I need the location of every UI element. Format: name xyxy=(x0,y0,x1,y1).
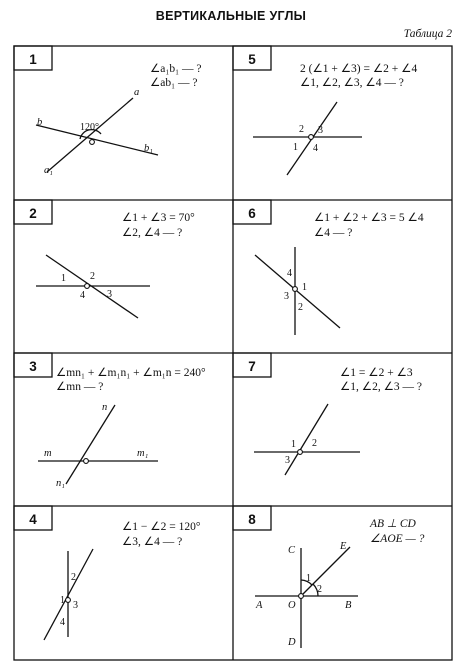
problem-cell-3 xyxy=(14,353,206,489)
angle-label-2: 2 xyxy=(299,124,304,135)
intersection-point xyxy=(298,450,303,455)
problem-cell-6 xyxy=(233,200,424,335)
angle-label-3: 3 xyxy=(107,289,112,300)
problem-cell-1 xyxy=(14,46,202,176)
condition-line-2: ∠4 — ? xyxy=(314,227,353,239)
line-oblique xyxy=(255,255,340,328)
angle-label-4: 4 xyxy=(313,143,318,154)
angle-label-1: 1 xyxy=(302,282,307,293)
label-b1: b₁ xyxy=(144,143,153,154)
condition-line-1: 2 (∠1 + ∠3) = ∠2 + ∠4 xyxy=(300,63,418,75)
problem-number: 1 xyxy=(29,52,37,67)
table-caption: Таблица 2 xyxy=(403,28,452,40)
condition-line-1: ∠a₁b₁ — ? xyxy=(150,63,202,75)
label-O: O xyxy=(288,600,296,611)
label-n1: n₁ xyxy=(56,478,65,489)
condition-line-1: AB ⊥ CD xyxy=(370,518,416,530)
angle-label-2: 2 xyxy=(298,302,303,313)
condition-line-2: ∠AOE — ? xyxy=(370,533,425,545)
angle-label-1: 1 xyxy=(306,573,311,584)
condition-line-2: ∠2, ∠4 — ? xyxy=(122,227,183,239)
label-m1: m₁ xyxy=(137,448,149,459)
problem-cell-4 xyxy=(14,506,201,640)
condition-line-2: ∠1, ∠2, ∠3, ∠4 — ? xyxy=(300,77,404,89)
problem-cell-2 xyxy=(14,200,195,318)
intersection-point xyxy=(90,140,95,145)
condition-line-1: ∠1 − ∠2 = 120° xyxy=(122,521,201,533)
problem-cell-8 xyxy=(233,506,425,648)
point-O xyxy=(299,594,304,599)
condition-line-2: ∠3, ∠4 — ? xyxy=(122,536,183,548)
condition-line-2: ∠ab₁ — ? xyxy=(150,77,198,89)
angle-label-2: 2 xyxy=(90,271,95,282)
angle-label-1: 1 xyxy=(61,273,66,284)
problem-number: 8 xyxy=(248,512,256,527)
angle-label-3: 3 xyxy=(285,455,290,466)
ray-OE xyxy=(301,547,350,596)
angle-label-2: 2 xyxy=(312,438,317,449)
problem-number: 2 xyxy=(29,206,37,221)
intersection-point xyxy=(84,459,89,464)
condition-line-1: ∠mn₁ + ∠m₁n₁ + ∠m₁n = 240° xyxy=(56,367,206,379)
angle-label-2: 2 xyxy=(317,584,322,595)
condition-line-1: ∠1 + ∠3 = 70° xyxy=(122,212,195,224)
angle-label-4: 4 xyxy=(287,268,292,279)
problem-number: 7 xyxy=(248,359,256,374)
angle-label-1: 1 xyxy=(60,595,65,606)
intersection-point xyxy=(293,287,298,292)
angle-label-4: 4 xyxy=(60,617,65,628)
page-title: ВЕРТИКАЛЬНЫЕ УГЛЫ xyxy=(155,9,307,23)
label-A: A xyxy=(256,600,263,611)
angle-value: 120° xyxy=(80,122,99,133)
angle-label-4: 4 xyxy=(80,290,85,301)
angle-label-3: 3 xyxy=(73,600,78,611)
intersection-point xyxy=(85,284,90,289)
intersection-point xyxy=(309,135,314,140)
angle-label-2: 2 xyxy=(71,572,76,583)
condition-line-2: ∠mn — ? xyxy=(56,381,104,393)
label-E: E xyxy=(340,541,347,552)
label-C: C xyxy=(288,545,296,556)
angle-label-3: 3 xyxy=(318,125,323,136)
problem-cell-7 xyxy=(233,353,422,475)
label-a1: a₁ xyxy=(44,165,53,176)
label-D: D xyxy=(288,637,296,648)
angle-label-1: 1 xyxy=(291,439,296,450)
line-n xyxy=(66,405,115,484)
label-m: m xyxy=(44,448,52,459)
problem-number: 4 xyxy=(29,512,37,527)
problem-cell-5 xyxy=(233,46,417,175)
label-b: b xyxy=(37,117,43,128)
label-a: a xyxy=(134,87,140,98)
label-n: n xyxy=(102,402,108,413)
condition-line-2: ∠1, ∠2, ∠3 — ? xyxy=(340,381,423,393)
intersection-point xyxy=(66,598,71,603)
angle-label-1: 1 xyxy=(293,142,298,153)
condition-line-1: ∠1 = ∠2 + ∠3 xyxy=(340,367,413,379)
problem-number: 6 xyxy=(248,206,256,221)
condition-line-1: ∠1 + ∠2 + ∠3 = 5 ∠4 xyxy=(314,212,424,224)
line-a xyxy=(47,98,133,172)
problem-number: 5 xyxy=(248,52,256,67)
problem-number: 3 xyxy=(29,359,37,374)
label-B: B xyxy=(345,600,352,611)
angle-label-3: 3 xyxy=(284,291,289,302)
